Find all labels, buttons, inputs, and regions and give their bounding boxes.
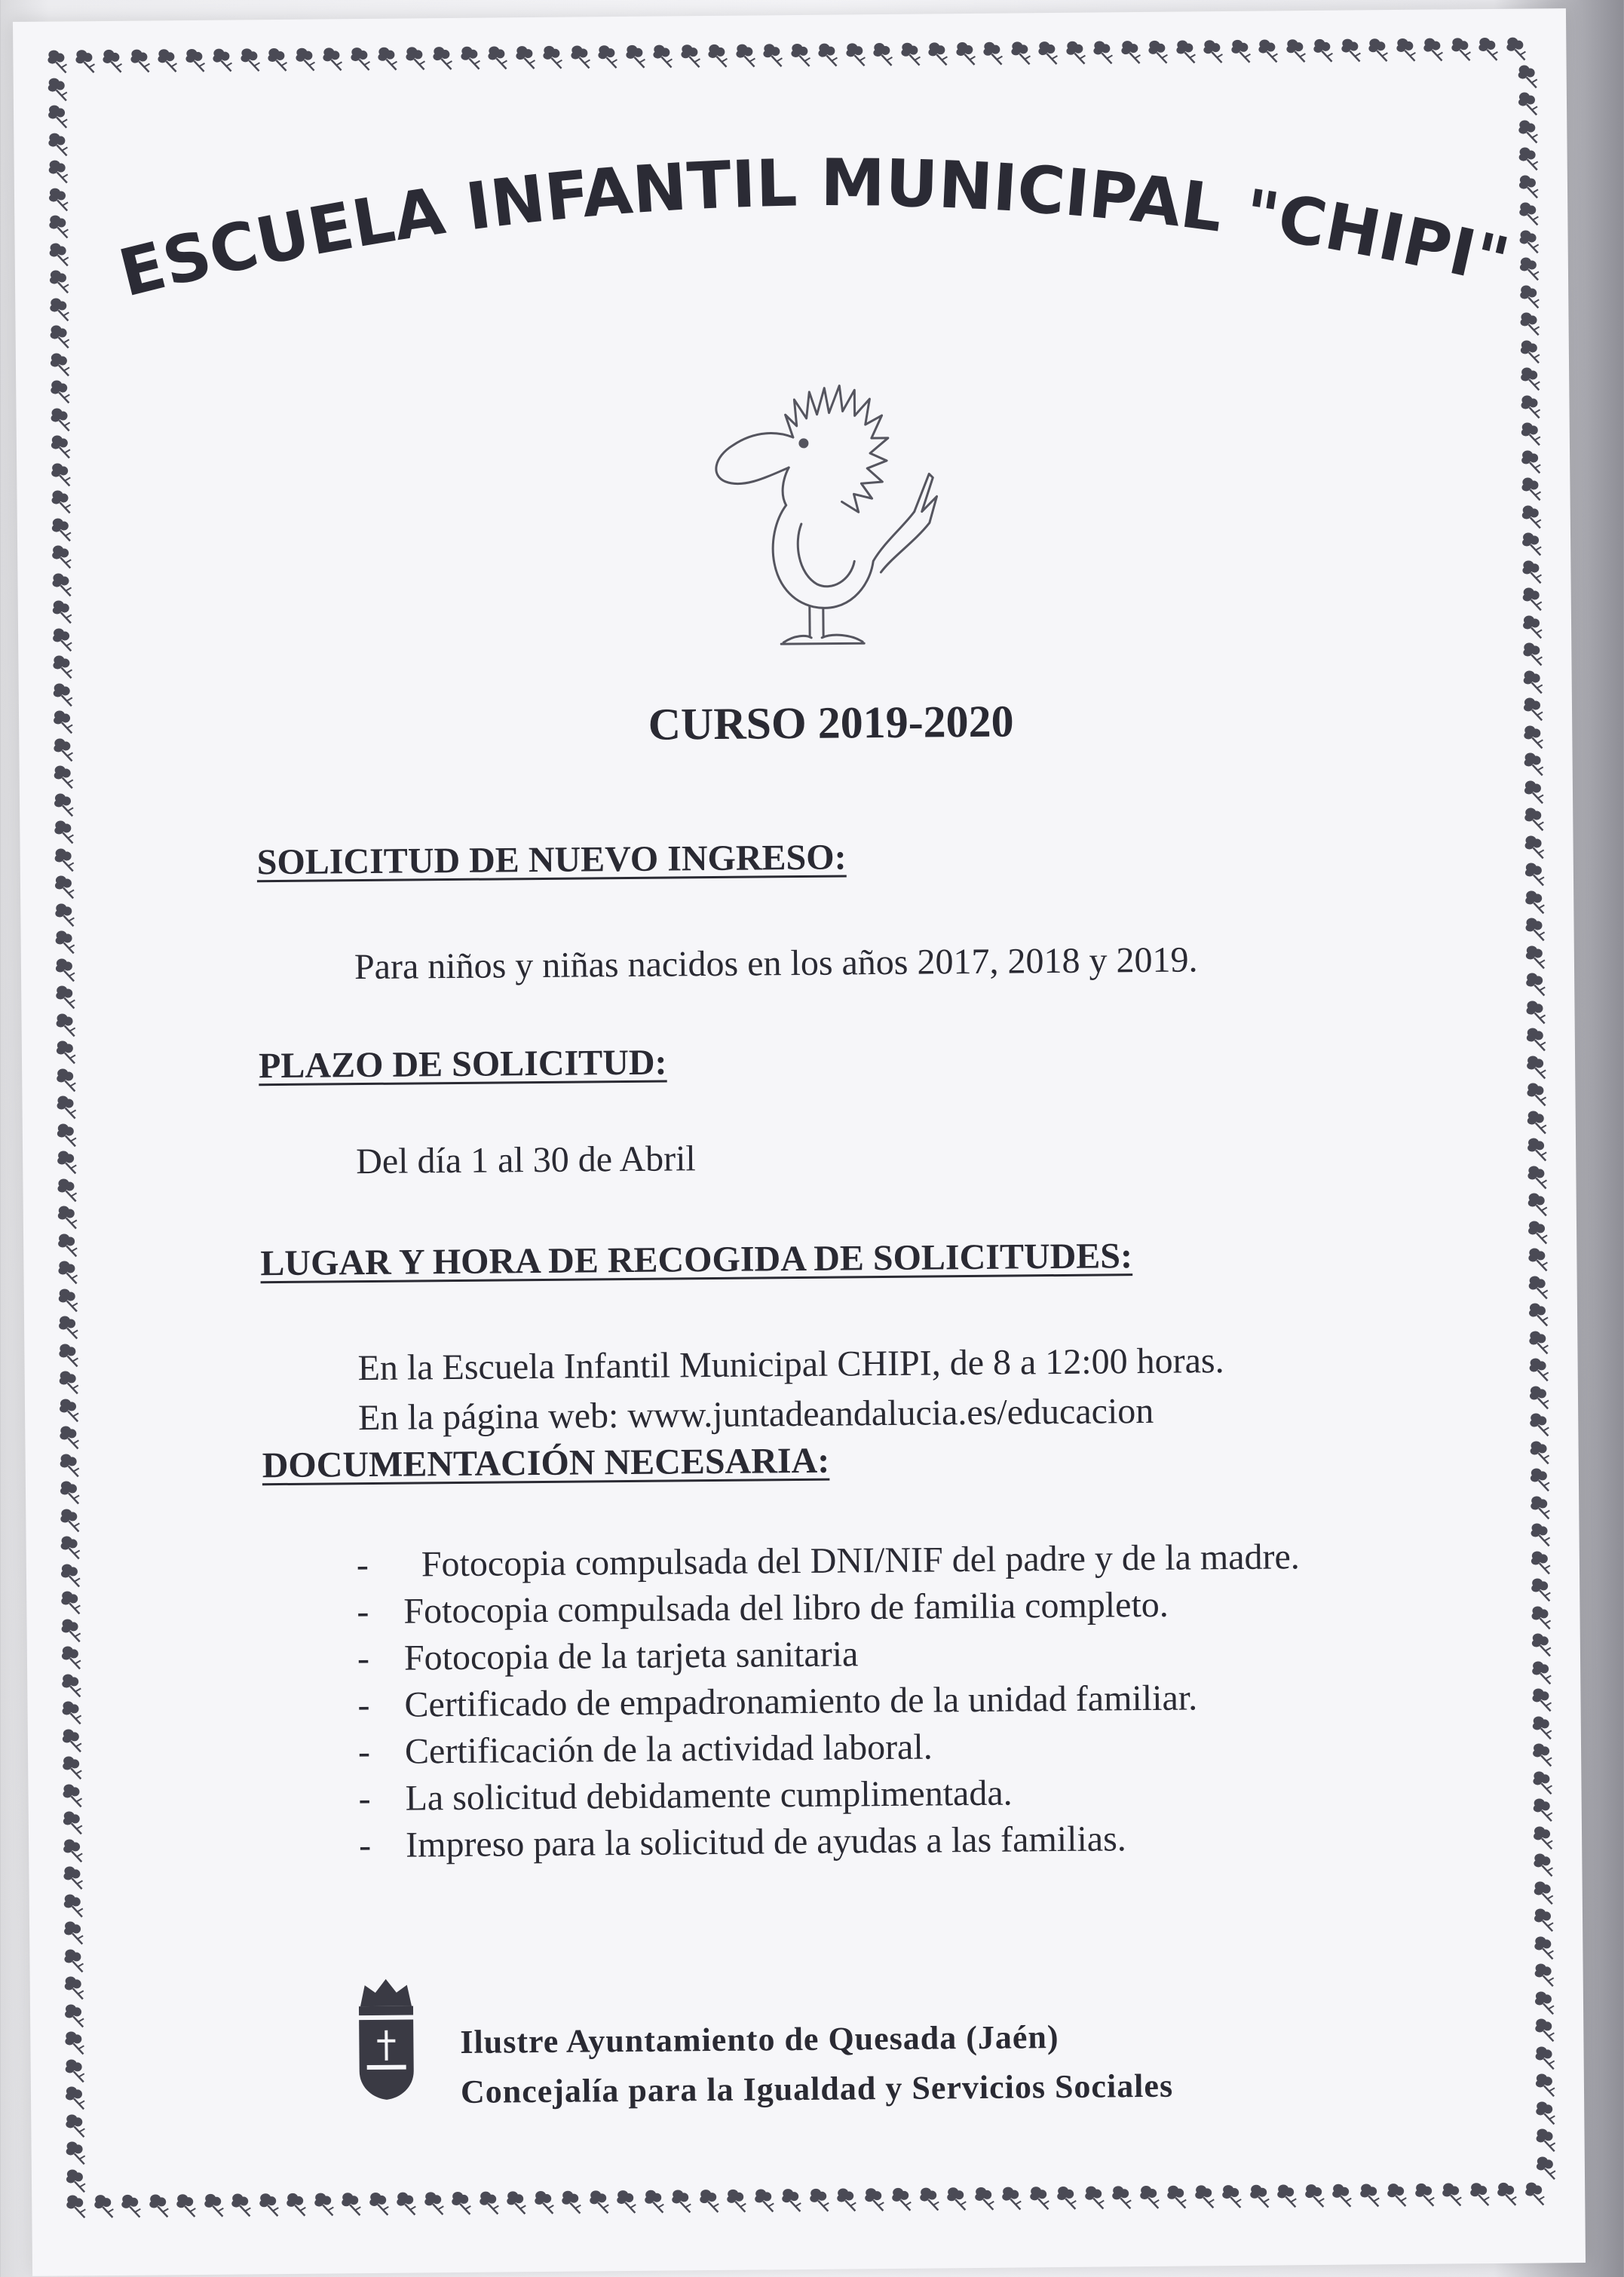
flower-icon [1080, 2184, 1108, 2211]
flower-icon [1530, 1906, 1557, 1933]
flower-icon [1526, 1494, 1553, 1521]
chick-mascot-icon [709, 345, 954, 664]
flower-icon [1502, 35, 1529, 62]
flower-icon [1531, 2071, 1558, 2098]
flower-icon [365, 2190, 392, 2217]
flower-icon [1199, 38, 1226, 65]
flower-icon [56, 1506, 83, 1534]
svg-text:ESCUELA INFANTIL MUNICIPAL "CH: ESCUELA INFANTIL MUNICIPAL "CHIPI" [112, 145, 1516, 312]
flower-icon [1527, 1631, 1555, 1658]
flower-icon [502, 2189, 529, 2216]
flower-icon [71, 48, 98, 75]
flower-icon [731, 41, 758, 69]
flower-icon [924, 40, 951, 67]
document-item-text: Impreso para la solicitud de ayudas a las familias. [405, 1819, 1126, 1865]
flower-icon [758, 41, 786, 69]
flower-icon [1529, 1824, 1556, 1851]
flower-icon [61, 2112, 88, 2139]
flower-icon [1531, 2016, 1558, 2043]
list-dash: - [356, 1545, 369, 1586]
pickup-heading: LUGAR Y HORA DE RECOGIDA DE SOLICITUDES: [260, 1236, 1133, 1284]
flower-icon [53, 1148, 80, 1175]
flower-icon [1524, 1301, 1552, 1328]
flower-icon [45, 323, 72, 350]
list-dash: - [357, 1592, 369, 1632]
flower-icon [887, 2186, 915, 2213]
flower-icon [51, 1011, 78, 1038]
flower-icon [59, 1809, 86, 1836]
flower-icon [55, 1368, 82, 1396]
flower-icon [1172, 38, 1199, 65]
flower-icon [1521, 860, 1548, 887]
flower-icon [1466, 2180, 1493, 2208]
list-dash: - [357, 1731, 371, 1773]
flower-icon [310, 2190, 337, 2217]
flower-icon [1337, 36, 1364, 63]
flower-icon [805, 2187, 832, 2214]
flower-icon [1411, 2181, 1438, 2208]
flower-icon [538, 44, 565, 71]
flower-icon [56, 1451, 83, 1479]
flower-icon [54, 1203, 81, 1230]
flower-icon [1364, 36, 1391, 63]
flower-icon [1521, 998, 1549, 1025]
flower-icon [48, 626, 75, 653]
flower-icon [57, 1672, 84, 1699]
flower-icon [860, 2186, 887, 2213]
flower-icon [53, 1121, 80, 1148]
flower-icon [722, 2187, 749, 2214]
flower-icon [1108, 2184, 1135, 2211]
flower-icon [1525, 1439, 1552, 1466]
flower-icon [51, 901, 78, 928]
flower-icon [51, 873, 78, 900]
flower-icon [1419, 35, 1446, 63]
flower-icon [1522, 1025, 1549, 1053]
flower-icon [1474, 35, 1501, 63]
flower-icon [1517, 448, 1544, 475]
flower-icon [1392, 36, 1419, 63]
flower-icon [47, 461, 74, 488]
flower-icon [593, 43, 620, 70]
document-item-text: Certificación de la actividad laboral. [404, 1727, 933, 1772]
flower-icon [832, 2186, 859, 2213]
flower-icon [59, 1837, 86, 1864]
flower-icon [648, 42, 676, 69]
flower-icon [1190, 2183, 1218, 2210]
flower-icon [117, 2193, 144, 2220]
flower-icon [44, 185, 72, 213]
document-item-text: Fotocopia compulsada del DNI/NIF del padre y de la madre. [421, 1537, 1301, 1585]
document-item-text: Fotocopia compulsada del libro de familia completo. [403, 1584, 1169, 1632]
admission-heading: SOLICITUD DE NUEVO INGRESO: [256, 837, 847, 883]
flower-icon [126, 47, 153, 74]
flower-icon [52, 1066, 79, 1093]
flower-icon [1526, 1521, 1553, 1548]
flower-icon [1328, 2182, 1355, 2209]
flower-icon [1521, 2180, 1548, 2207]
flower-icon [1524, 1191, 1551, 1218]
footer-department: Concejalía para la Igualdad y Servicios Sociales [460, 2067, 1174, 2110]
flower-icon [54, 1258, 81, 1286]
flower-icon [58, 1782, 85, 1809]
decorative-border [13, 8, 1566, 22]
flower-icon [1053, 2184, 1080, 2211]
flower-icon [172, 2192, 199, 2219]
flower-icon [1522, 1053, 1549, 1080]
flower-icon [53, 1176, 80, 1203]
flower-icon [54, 1286, 81, 1313]
flower-icon [43, 48, 70, 75]
flower-icon [47, 516, 75, 543]
flower-icon [1521, 970, 1549, 998]
flower-icon [1089, 38, 1116, 66]
flower-icon [236, 46, 263, 73]
flower-icon [1528, 1769, 1555, 1796]
flower-icon [57, 1699, 84, 1726]
flower-icon [1301, 2182, 1328, 2209]
flower-icon [318, 45, 345, 72]
flower-icon [1521, 888, 1548, 915]
flower-icon [566, 43, 593, 70]
flower-icon [45, 296, 72, 323]
flower-icon [1531, 1989, 1558, 2016]
flower-icon [47, 488, 74, 515]
flower-icon [227, 2191, 254, 2218]
flower-icon [942, 2185, 970, 2212]
list-dash: - [357, 1638, 370, 1679]
flower-icon [55, 1424, 82, 1451]
flower-icon [54, 1341, 81, 1368]
flower-icon [373, 45, 400, 72]
flower-icon [1528, 1714, 1555, 1741]
flower-icon [1517, 420, 1544, 447]
flower-icon [58, 1754, 85, 1781]
flower-icon [420, 2190, 447, 2217]
flower-icon [153, 47, 180, 74]
flower-icon [57, 1589, 84, 1616]
flower-icon [52, 1093, 79, 1120]
flower-icon [50, 818, 77, 845]
deadline-text: Del día 1 al 30 de Abril [355, 1138, 696, 1182]
flower-icon [44, 103, 71, 130]
flower-icon [62, 2167, 89, 2194]
flower-icon [62, 2193, 89, 2220]
flower-icon [1523, 1108, 1550, 1135]
flower-icon [46, 378, 73, 405]
flower-icon [58, 1727, 85, 1754]
flower-icon [447, 2190, 474, 2217]
flower-icon [612, 2188, 639, 2215]
deadline-heading: PLAZO DE SOLICITUD: [258, 1042, 667, 1086]
flower-icon [57, 1644, 84, 1671]
flower-icon [51, 928, 78, 955]
flower-icon [337, 2190, 364, 2217]
flower-icon [61, 2084, 88, 2111]
flower-icon [1520, 778, 1547, 805]
flower-icon [1514, 63, 1541, 90]
flower-icon [145, 2192, 172, 2219]
flower-icon [1514, 90, 1541, 117]
flower-icon [48, 653, 75, 680]
flower-icon [1117, 38, 1144, 66]
flower-icon [51, 846, 78, 873]
flower-icon [786, 41, 814, 69]
list-dash: - [358, 1778, 371, 1819]
flower-icon [1516, 365, 1543, 392]
flower-icon [181, 47, 208, 74]
flower-icon [1518, 503, 1545, 530]
flower-icon [44, 75, 71, 103]
flower-icon [44, 213, 72, 240]
flower-icon [1518, 530, 1545, 557]
flower-icon [1218, 2183, 1245, 2210]
flower-icon [1517, 475, 1544, 502]
flower-icon [585, 2188, 612, 2215]
flower-icon [1007, 39, 1034, 66]
flower-icon [1246, 2183, 1273, 2210]
flower-icon [676, 42, 703, 69]
notice-sheet [13, 8, 1586, 2276]
flower-icon [50, 791, 77, 818]
flower-icon [915, 2185, 942, 2212]
flower-icon [1524, 1273, 1552, 1301]
flower-icon [511, 44, 538, 71]
flower-icon [1524, 1329, 1552, 1356]
flower-icon [1521, 915, 1548, 942]
flower-icon [1520, 833, 1547, 860]
flower-icon [46, 351, 73, 378]
flower-icon [56, 1479, 83, 1506]
page-title [97, 121, 1531, 330]
document-item-text: Certificado de empadronamiento de la unidad familiar. [404, 1678, 1198, 1725]
flower-icon [814, 41, 841, 68]
flower-icon [98, 48, 125, 75]
flower-icon [90, 2193, 117, 2220]
flower-icon [997, 2184, 1025, 2211]
flower-icon [1532, 2154, 1559, 2181]
flower-icon [1227, 38, 1254, 65]
flower-icon [1525, 1356, 1552, 1383]
flower-icon [1522, 1080, 1549, 1108]
flower-icon [1516, 393, 1543, 420]
admission-text: Para niños y niñas nacidos en los años 2017, 2018 y 2019. [354, 939, 1198, 988]
footer-city-council: Ilustre Ayuntamiento de Quesada (Jaén) [460, 2018, 1059, 2061]
flower-icon [48, 598, 75, 625]
flower-icon [1518, 585, 1546, 612]
flower-icon [54, 1231, 81, 1258]
documents-heading: DOCUMENTACIÓN NECESARIA: [262, 1440, 830, 1486]
flower-icon [62, 2139, 89, 2166]
flower-icon [1531, 2099, 1558, 2126]
flower-icon [777, 2187, 804, 2214]
flower-icon [1356, 2181, 1383, 2208]
flower-icon [621, 43, 648, 70]
flower-icon [1525, 1384, 1552, 1411]
flower-icon [208, 46, 235, 73]
list-dash: - [358, 1825, 372, 1866]
list-dash: - [357, 1684, 370, 1726]
flower-icon [47, 543, 75, 570]
flower-icon [282, 2191, 309, 2218]
flower-icon [530, 2189, 557, 2216]
pickup-location-text: En la Escuela Infantil Municipal CHIPI, de 8 a 12:00 horas. [357, 1341, 1224, 1389]
flower-icon [255, 2191, 282, 2218]
flower-icon [1518, 640, 1546, 667]
flower-icon [1527, 1576, 1554, 1603]
flower-icon [1447, 35, 1474, 63]
flower-icon [456, 44, 483, 72]
flower-icon [1135, 2184, 1163, 2211]
flower-icon [475, 2189, 502, 2216]
flower-icon [750, 2187, 777, 2214]
flower-icon [483, 44, 510, 71]
flower-icon [1526, 1466, 1553, 1493]
flower-icon [979, 40, 1006, 67]
flower-icon [1530, 1934, 1557, 1961]
flower-icon [51, 956, 78, 983]
flower-icon [1438, 2180, 1465, 2208]
flower-icon [1527, 1604, 1554, 1631]
flower-icon [291, 46, 318, 73]
flower-icon [695, 2187, 722, 2214]
flower-icon [44, 158, 72, 185]
flower-icon [1524, 1246, 1551, 1273]
flower-icon [61, 2057, 88, 2084]
flower-icon [1034, 39, 1061, 66]
flower-icon [50, 763, 77, 790]
flower-icon [951, 40, 979, 67]
flower-icon [392, 2190, 419, 2217]
flower-icon [45, 241, 72, 268]
flower-icon [1523, 1135, 1550, 1163]
flower-icon [60, 1947, 87, 1974]
flower-icon [1521, 943, 1549, 970]
document-item-text: La solicitud debidamente cumplimentada. [405, 1773, 1013, 1819]
flower-icon [47, 571, 75, 598]
flower-icon [1531, 2126, 1558, 2153]
flower-icon [640, 2188, 667, 2215]
flower-icon [841, 41, 869, 68]
flower-icon [44, 130, 71, 158]
flower-icon [60, 1974, 87, 2001]
document-item-text: Fotocopia de la tarjeta sanitaria [403, 1634, 859, 1678]
flower-icon [896, 41, 924, 68]
pickup-website-text: En la página web: www.juntadeandalucia.es/educacion [357, 1390, 1154, 1439]
flower-icon [1518, 613, 1546, 640]
flower-icon [200, 2192, 227, 2219]
flower-icon [1525, 1411, 1552, 1438]
flower-icon [51, 983, 78, 1010]
flower-icon [47, 433, 74, 460]
flower-icon [57, 1561, 84, 1589]
flower-icon [1025, 2184, 1053, 2211]
flower-icon [1531, 1961, 1558, 1988]
flower-icon [57, 1617, 84, 1644]
flower-icon [401, 44, 428, 72]
flower-icon [59, 1864, 86, 1891]
flower-icon [60, 1892, 87, 1919]
municipal-crest-icon [350, 1969, 424, 2101]
flower-icon [703, 42, 731, 69]
flower-icon [1529, 1851, 1556, 1878]
flower-icon [1163, 2184, 1190, 2211]
flower-icon [1527, 1686, 1555, 1713]
flower-icon [1383, 2181, 1410, 2208]
flower-icon [1144, 38, 1171, 66]
flower-icon [46, 406, 73, 433]
flower-icon [869, 41, 896, 68]
course-label: CURSO 2019-2020 [648, 696, 1014, 749]
flower-icon [1516, 338, 1543, 365]
flower-icon [60, 2002, 87, 2029]
flower-icon [1531, 2044, 1558, 2071]
flower-icon [1309, 37, 1336, 64]
flower-icon [54, 1313, 81, 1341]
footer-signature [460, 2012, 1173, 2117]
flower-icon [557, 2189, 584, 2216]
flower-icon [1520, 750, 1547, 777]
flower-icon [1530, 1879, 1557, 1906]
document-item [359, 1813, 1392, 1869]
flower-icon [1529, 1796, 1556, 1823]
flower-icon [263, 46, 290, 73]
flower-icon [1254, 37, 1281, 64]
flower-icon [1062, 39, 1089, 66]
flower-icon [1282, 37, 1309, 64]
flower-icon [1528, 1741, 1555, 1768]
flower-icon [60, 1919, 87, 1946]
flower-icon [1527, 1659, 1555, 1686]
flower-icon [1520, 805, 1547, 832]
flower-icon [52, 1038, 79, 1065]
flower-icon [1518, 558, 1545, 585]
flower-icon [45, 268, 72, 295]
flower-icon [667, 2187, 694, 2214]
flower-icon [1524, 1218, 1551, 1246]
flower-icon [55, 1396, 82, 1424]
flower-icon [1493, 2180, 1520, 2208]
flower-icon [428, 44, 455, 72]
flower-icon [56, 1534, 83, 1561]
flower-icon [1527, 1549, 1554, 1576]
flower-icon [1273, 2182, 1300, 2209]
flower-icon [346, 45, 373, 72]
flower-icon [1523, 1163, 1550, 1191]
documents-list [357, 1533, 1393, 1869]
flower-icon [970, 2185, 997, 2212]
flower-icon [60, 2029, 87, 2056]
